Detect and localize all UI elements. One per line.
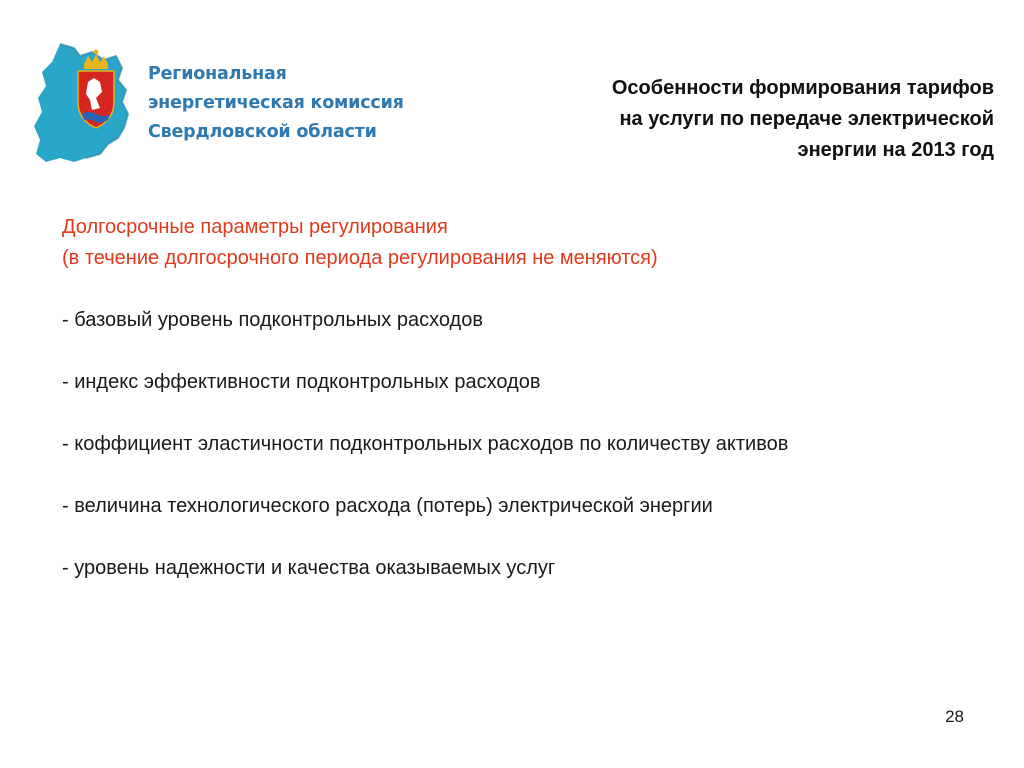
organization-name <box>148 60 404 147</box>
organization-logo <box>30 40 404 165</box>
slide-title-line: на услуги по передаче электрической <box>619 108 994 130</box>
slide-body <box>62 212 942 584</box>
section-heading <box>62 212 942 274</box>
list-item: - индекс эффективности подконтрольных расходов <box>62 371 541 393</box>
list-item: - коффициент эластичности подконтрольных расходов по количеству активов <box>62 433 789 455</box>
slide-title-line: Особенности формирования тарифов <box>611 77 994 99</box>
organization-name-line: Свердловской области <box>148 122 377 142</box>
section-heading-line: Долгосрочные параметры регулирования <box>62 216 448 238</box>
list-item: - величина технологического расхода (потерь) электрической энергии <box>62 495 713 517</box>
list-item: - уровень надежности и качества оказываемых услуг <box>62 557 556 579</box>
slide-title <box>434 73 994 166</box>
slide-title-line: энергии на 2013 год <box>797 139 994 161</box>
organization-name-line: Региональная <box>148 64 287 84</box>
organization-name-line: энергетическая комиссия <box>148 93 404 113</box>
region-map-icon <box>30 40 150 165</box>
page-number: 28 <box>945 707 964 726</box>
list-item: - базовый уровень подконтрольных расходов <box>62 309 483 331</box>
section-heading-note: (в течение долгосрочного периода регулирования не меняются) <box>62 247 658 269</box>
